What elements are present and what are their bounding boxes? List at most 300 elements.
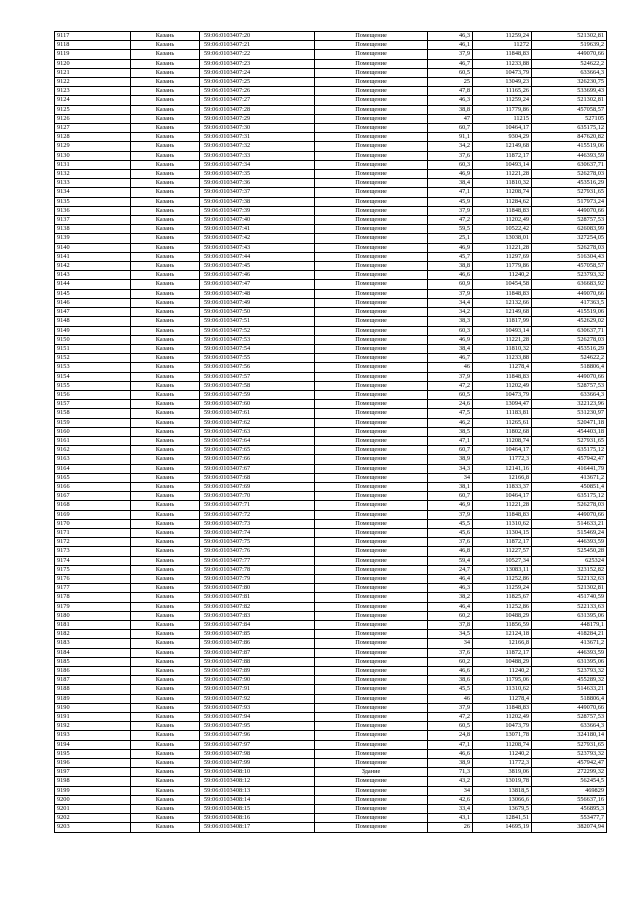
unit-cost-cell: 11259,24 [473,584,532,593]
object-type-cell: Помещение [315,188,428,197]
cadastral-value-cell: 456895,3 [532,805,607,814]
cadastral-value-cell: 519639,2 [532,41,607,50]
unit-cost-cell: 14695,19 [473,823,532,832]
cadastral-number-cell: 59:06:0103407:69 [200,482,315,491]
cadastral-number-cell: 59:06:0103407:76 [200,547,315,556]
unit-cost-cell: 10527,34 [473,556,532,565]
city-cell: Казань [131,225,200,234]
city-cell: Казань [131,160,200,169]
cadastral-value-cell: 521302,81 [532,32,607,41]
unit-cost-cell: 11259,24 [473,96,532,105]
object-type-cell: Помещение [315,556,428,565]
object-type-cell: Помещение [315,482,428,491]
unit-cost-cell: 10473,79 [473,390,532,399]
object-type-cell: Помещение [315,400,428,409]
object-type-cell: Помещение [315,722,428,731]
object-type-cell: Помещение [315,464,428,473]
unit-cost-cell: 10488,29 [473,611,532,620]
object-type-cell: Помещение [315,289,428,298]
cadastral-number-cell: 59:06:0103407:70 [200,492,315,501]
unit-cost-cell: 11278,4 [473,694,532,703]
cadastral-value-cell: 528757,53 [532,216,607,225]
object-type-cell: Помещение [315,501,428,510]
object-type-cell: Помещение [315,87,428,96]
cadastral-value-cell: 382074,94 [532,823,607,832]
row-number: 9169 [55,510,131,519]
table-row [55,96,607,105]
cadastral-number-cell: 59:06:0103407:45 [200,262,315,271]
cadastral-number-cell: 59:06:0103407:82 [200,602,315,611]
object-type-cell: Помещение [315,124,428,133]
city-cell: Казань [131,59,200,68]
area-cell: 34,4 [428,298,473,307]
area-cell: 47,5 [428,409,473,418]
unit-cost-cell: 11848,83 [473,510,532,519]
area-cell: 59,4 [428,556,473,565]
object-type-cell: Помещение [315,685,428,694]
cadastral-number-cell: 59:06:0103407:58 [200,381,315,390]
city-cell: Казань [131,87,200,96]
area-cell: 46,9 [428,335,473,344]
row-number: 9123 [55,87,131,96]
cadastral-value-cell: 631395,06 [532,611,607,620]
area-cell: 46,4 [428,602,473,611]
table-row [55,216,607,225]
table-row [55,436,607,445]
row-number: 9188 [55,685,131,694]
city-cell: Казань [131,639,200,648]
cadastral-value-cell: 524622,2 [532,59,607,68]
city-cell: Казань [131,96,200,105]
row-number: 9184 [55,648,131,657]
row-number: 9167 [55,492,131,501]
row-number: 9200 [55,795,131,804]
table-row [55,105,607,114]
cadastral-number-cell: 59:06:0103407:44 [200,252,315,261]
city-cell: Казань [131,528,200,537]
area-cell: 37,6 [428,648,473,657]
object-type-cell: Помещение [315,740,428,749]
city-cell: Казань [131,584,200,593]
unit-cost-cell: 13083,11 [473,565,532,574]
cadastral-value-cell: 451740,59 [532,593,607,602]
city-cell: Казань [131,308,200,317]
cadastral-number-cell: 59:06:0103407:56 [200,363,315,372]
row-number: 9173 [55,547,131,556]
area-cell: 34,5 [428,630,473,639]
city-cell: Казань [131,68,200,77]
object-type-cell: Помещение [315,32,428,41]
row-number: 9122 [55,78,131,87]
unit-cost-cell: 11872,17 [473,151,532,160]
area-cell: 60,2 [428,611,473,620]
city-cell: Казань [131,565,200,574]
cadastral-number-cell: 59:06:0103407:35 [200,170,315,179]
cadastral-value-cell: 522133,63 [532,602,607,611]
table-row [55,667,607,676]
unit-cost-cell: 11284,62 [473,197,532,206]
object-type-cell: Помещение [315,473,428,482]
table-row [55,59,607,68]
row-number: 9199 [55,786,131,795]
object-type-cell: Помещение [315,298,428,307]
cadastral-number-cell: 59:06:0103408:13 [200,786,315,795]
area-cell: 38,2 [428,593,473,602]
city-cell: Казань [131,740,200,749]
object-type-cell: Помещение [315,427,428,436]
cadastral-number-cell: 59:06:0103407:85 [200,630,315,639]
cadastral-value-cell: 521302,81 [532,584,607,593]
unit-cost-cell: 11265,61 [473,418,532,427]
cadastral-number-cell: 59:06:0103407:55 [200,354,315,363]
cadastral-number-cell: 59:06:0103407:20 [200,32,315,41]
table-row [55,685,607,694]
cadastral-number-cell: 59:06:0103407:86 [200,639,315,648]
row-number: 9186 [55,667,131,676]
city-cell: Казань [131,409,200,418]
cadastral-value-cell: 633664,3 [532,390,607,399]
table-row [55,41,607,50]
cadastral-value-cell: 446393,59 [532,151,607,160]
cadastral-number-cell: 59:06:0103407:22 [200,50,315,59]
cadastral-value-cell: 522132,63 [532,574,607,583]
city-cell: Казань [131,50,200,59]
object-type-cell: Помещение [315,565,428,574]
object-type-cell: Помещение [315,78,428,87]
cadastral-number-cell: 59:06:0103407:25 [200,78,315,87]
unit-cost-cell: 11795,06 [473,676,532,685]
object-type-cell: Помещение [315,510,428,519]
cadastral-number-cell: 59:06:0103407:83 [200,611,315,620]
unit-cost-cell: 12166,8 [473,473,532,482]
unit-cost-cell: 11833,37 [473,482,532,491]
row-number: 9180 [55,611,131,620]
cadastral-value-cell: 525450,28 [532,547,607,556]
object-type-cell: Помещение [315,538,428,547]
table-row [55,657,607,666]
cadastral-value-cell: 630637,71 [532,326,607,335]
row-number: 9148 [55,317,131,326]
city-cell: Казань [131,731,200,740]
unit-cost-cell: 11848,83 [473,372,532,381]
area-cell: 59,5 [428,225,473,234]
unit-cost-cell: 11208,74 [473,436,532,445]
city-cell: Казань [131,206,200,215]
city-cell: Казань [131,335,200,344]
table-row [55,574,607,583]
row-number: 9164 [55,464,131,473]
unit-cost-cell: 11856,59 [473,621,532,630]
unit-cost-cell: 9304,29 [473,133,532,142]
table-row [55,630,607,639]
area-cell: 60,3 [428,326,473,335]
unit-cost-cell: 11240,2 [473,749,532,758]
city-cell: Казань [131,427,200,436]
object-type-cell: Помещение [315,630,428,639]
cadastral-number-cell: 59:06:0103407:38 [200,197,315,206]
city-cell: Казань [131,482,200,491]
object-type-cell: Помещение [315,593,428,602]
row-number: 9195 [55,749,131,758]
row-number: 9197 [55,768,131,777]
row-number: 9127 [55,124,131,133]
city-cell: Казань [131,446,200,455]
row-number: 9140 [55,243,131,252]
cadastral-number-cell: 59:06:0103407:71 [200,501,315,510]
area-cell: 60,5 [428,68,473,77]
table-row [55,409,607,418]
object-type-cell: Помещение [315,759,428,768]
city-cell: Казань [131,795,200,804]
cadastral-value-cell: 553477,7 [532,814,607,823]
unit-cost-cell: 11772,3 [473,455,532,464]
cadastral-value-cell: 455289,32 [532,676,607,685]
object-type-cell: Помещение [315,271,428,280]
unit-cost-cell: 11233,88 [473,59,532,68]
cadastral-value-cell: 446393,59 [532,648,607,657]
area-cell: 46 [428,694,473,703]
object-type-cell: Помещение [315,418,428,427]
table-row [55,593,607,602]
city-cell: Казань [131,179,200,188]
city-cell: Казань [131,611,200,620]
area-cell: 43,1 [428,814,473,823]
cadastral-number-cell: 59:06:0103407:36 [200,179,315,188]
cadastral-number-cell: 59:06:0103408:14 [200,795,315,804]
unit-cost-cell: 13066,6 [473,795,532,804]
unit-cost-cell: 10454,58 [473,280,532,289]
object-type-cell: Помещение [315,676,428,685]
city-cell: Казань [131,510,200,519]
area-cell: 47,2 [428,713,473,722]
table-row [55,400,607,409]
city-cell: Казань [131,630,200,639]
table-row [55,32,607,41]
area-cell: 46,7 [428,59,473,68]
cadastral-number-cell: 59:06:0103407:49 [200,298,315,307]
cadastral-value-cell: 533699,43 [532,87,607,96]
table-row [55,805,607,814]
table-row [55,473,607,482]
object-type-cell: Помещение [315,179,428,188]
area-cell: 46,6 [428,749,473,758]
table-row [55,372,607,381]
table-row [55,170,607,179]
row-number: 9134 [55,188,131,197]
object-type-cell: Помещение [315,446,428,455]
cadastral-value-cell: 526278,03 [532,335,607,344]
row-number: 9157 [55,400,131,409]
city-cell: Казань [131,372,200,381]
object-type-cell: Помещение [315,160,428,169]
row-number: 9121 [55,68,131,77]
cadastral-number-cell: 59:06:0103407:54 [200,344,315,353]
cadastral-value-cell: 413671,2 [532,473,607,482]
city-cell: Казань [131,390,200,399]
table-row [55,621,607,630]
area-cell: 60,3 [428,160,473,169]
row-number: 9147 [55,308,131,317]
cadastral-value-cell: 415519,06 [532,308,607,317]
row-number: 9192 [55,722,131,731]
cadastral-value-cell: 449070,66 [532,372,607,381]
table-row [55,390,607,399]
area-cell: 34,2 [428,142,473,151]
row-number: 9124 [55,96,131,105]
row-number: 9129 [55,142,131,151]
unit-cost-cell: 10464,17 [473,124,532,133]
object-type-cell: Помещение [315,280,428,289]
object-type-cell: Помещение [315,234,428,243]
cadastral-number-cell: 59:06:0103407:99 [200,759,315,768]
cadastral-number-cell: 59:06:0103407:30 [200,124,315,133]
area-cell: 47,1 [428,436,473,445]
object-type-cell: Помещение [315,170,428,179]
object-type-cell: Помещение [315,648,428,657]
unit-cost-cell: 11848,83 [473,703,532,712]
object-type-cell: Помещение [315,317,428,326]
area-cell: 45,6 [428,528,473,537]
cadastral-number-cell: 59:06:0103407:64 [200,436,315,445]
cadastral-value-cell: 520471,18 [532,418,607,427]
cadastral-value-cell: 633664,3 [532,68,607,77]
cadastral-value-cell: 327254,05 [532,234,607,243]
cadastral-value-cell: 417363,5 [532,298,607,307]
city-cell: Казань [131,344,200,353]
cadastral-number-cell: 59:06:0103407:90 [200,676,315,685]
object-type-cell: Помещение [315,574,428,583]
unit-cost-cell: 11304,15 [473,528,532,537]
object-type-cell: Помещение [315,335,428,344]
area-cell: 91,1 [428,133,473,142]
unit-cost-cell: 11872,17 [473,648,532,657]
table-row [55,510,607,519]
table-row [55,427,607,436]
city-cell: Казань [131,602,200,611]
cadastral-number-cell: 59:06:0103407:72 [200,510,315,519]
object-type-cell: Помещение [315,390,428,399]
cadastral-value-cell: 523793,32 [532,667,607,676]
area-cell: 43,2 [428,777,473,786]
unit-cost-cell: 12149,68 [473,142,532,151]
unit-cost-cell: 11848,83 [473,206,532,215]
unit-cost-cell: 11848,83 [473,50,532,59]
area-cell: 60,9 [428,280,473,289]
cadastral-number-cell: 59:06:0103407:65 [200,446,315,455]
row-number: 9144 [55,280,131,289]
cadastral-value-cell: 526278,03 [532,243,607,252]
cadastral-number-cell: 59:06:0103408:17 [200,823,315,832]
cadastral-value-cell: 631395,06 [532,657,607,666]
unit-cost-cell: 10493,14 [473,160,532,169]
object-type-cell: Помещение [315,262,428,271]
unit-cost-cell: 11221,28 [473,170,532,179]
area-cell: 46,7 [428,354,473,363]
cadastral-number-cell: 59:06:0103407:75 [200,538,315,547]
object-type-cell: Помещение [315,142,428,151]
unit-cost-cell: 11202,49 [473,216,532,225]
table-row [55,317,607,326]
table-row [55,703,607,712]
table-row [55,455,607,464]
area-cell: 46,3 [428,32,473,41]
row-number: 9183 [55,639,131,648]
row-number: 9166 [55,482,131,491]
table-row [55,795,607,804]
city-cell: Казань [131,501,200,510]
object-type-cell: Помещение [315,667,428,676]
table-row [55,50,607,59]
unit-cost-cell: 11221,28 [473,243,532,252]
table-row [55,225,607,234]
unit-cost-cell: 12132,66 [473,298,532,307]
table-row [55,777,607,786]
city-cell: Казань [131,32,200,41]
row-number: 9131 [55,160,131,169]
city-cell: Казань [131,133,200,142]
object-type-cell: Здание [315,768,428,777]
area-cell: 45,5 [428,685,473,694]
row-number: 9179 [55,602,131,611]
cadastral-number-cell: 59:06:0103407:50 [200,308,315,317]
table-row [55,344,607,353]
table-row [55,759,607,768]
unit-cost-cell: 11779,86 [473,105,532,114]
unit-cost-cell: 11208,74 [473,740,532,749]
table-row [55,298,607,307]
unit-cost-cell: 13071,78 [473,731,532,740]
cadastral-number-cell: 59:06:0103407:46 [200,271,315,280]
city-cell: Казань [131,197,200,206]
table-row [55,335,607,344]
cadastral-value-cell: 413671,2 [532,639,607,648]
cadastral-number-cell: 59:06:0103407:31 [200,133,315,142]
row-number: 9163 [55,455,131,464]
cadastral-number-cell: 59:06:0103407:26 [200,87,315,96]
row-number: 9132 [55,170,131,179]
row-number: 9201 [55,805,131,814]
row-number: 9160 [55,427,131,436]
table-row [55,584,607,593]
row-number: 9149 [55,326,131,335]
unit-cost-cell: 13094,47 [473,400,532,409]
row-number: 9120 [55,59,131,68]
cadastral-number-cell: 59:06:0103407:39 [200,206,315,215]
cadastral-number-cell: 59:06:0103407:21 [200,41,315,50]
row-number: 9177 [55,584,131,593]
unit-cost-cell: 3819,06 [473,768,532,777]
cadastral-value-cell: 526278,03 [532,170,607,179]
table-row [55,731,607,740]
city-cell: Казань [131,354,200,363]
object-type-cell: Помещение [315,749,428,758]
object-type-cell: Помещение [315,381,428,390]
area-cell: 26 [428,823,473,832]
row-number: 9143 [55,271,131,280]
table-row [55,482,607,491]
city-cell: Казань [131,685,200,694]
city-cell: Казань [131,436,200,445]
cadastral-value-cell: 457058,57 [532,105,607,114]
cadastral-value-cell: 450851,4 [532,482,607,491]
area-cell: 71,3 [428,768,473,777]
row-number: 9178 [55,593,131,602]
unit-cost-cell: 12141,16 [473,464,532,473]
cadastral-number-cell: 59:06:0103407:77 [200,556,315,565]
unit-cost-cell: 10493,14 [473,326,532,335]
area-cell: 37,9 [428,703,473,712]
unit-cost-cell: 11810,32 [473,344,532,353]
